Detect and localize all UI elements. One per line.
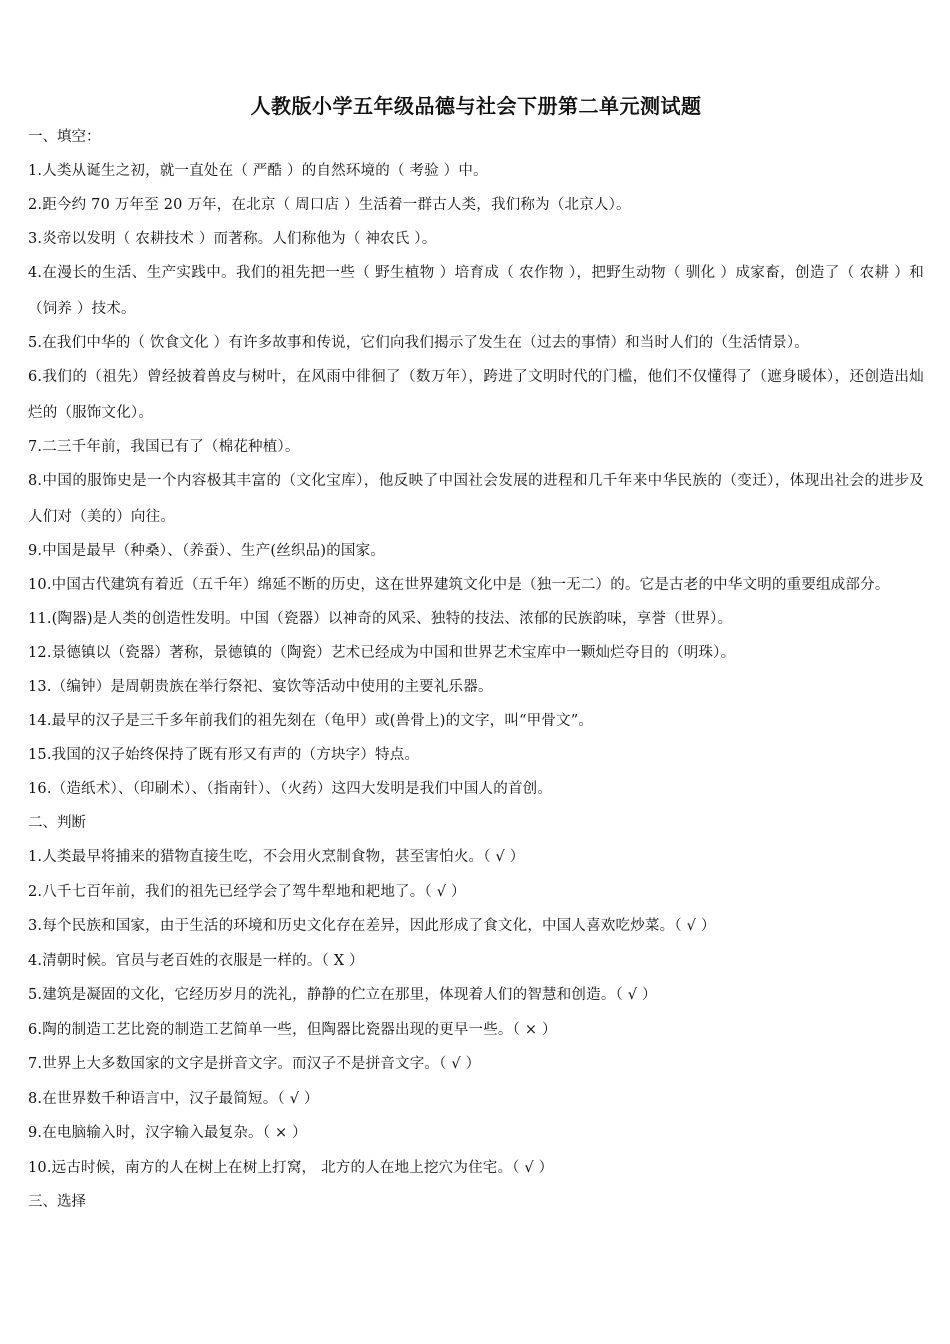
page-title: 人教版小学五年级品德与社会下册第二单元测试题	[250, 94, 702, 118]
question-item: 4.在漫长的生活、生产实践中。我们的祖先把一些（ 野生植物 ）培育成（ 农作物 ），把野生动物（ 驯化 ）成家畜，创造了（ 农耕 ）和（饲养 ）技术。	[28, 265, 924, 317]
judge-item: 7.世界上大多数国家的文字是拼音文字。而汉子不是拼音文字。（ √ ）	[28, 1056, 481, 1072]
question-item: 2.距今约 70 万年至 20 万年，在北京（ 周口店 ）生活着一群古人类，我们称为（北京人）。	[28, 197, 631, 213]
question-item: 13.（编钟）是周朝贵族在举行祭祀、宴饮等活动中使用的主要礼乐器。	[28, 679, 493, 695]
question-item: 11.(陶器)是人类的创造性发明。中国（瓷器）以神奇的风采、独特的技法、浓郁的民族韵味，享誉（世界）。	[28, 611, 733, 627]
question-item: 12.景德镇以（瓷器）著称，景德镇的（陶瓷）艺术已经成为中国和世界艺术宝库中一颗灿烂夺目的（明珠）。	[28, 645, 736, 661]
judge-item: 8.在世界数千种语言中，汉子最简短。（ √ ）	[28, 1090, 319, 1107]
judge-item: 5.建筑是凝固的文化，它经历岁月的洗礼，静静的伫立在那里，体现着人们的智慧和创造。（ √ ）	[28, 987, 657, 1003]
question-item: 5.在我们中华的（ 饮食文化 ）有许多故事和传说，它们向我们揭示了发生在（过去的事情）和当时人们的（生活情景）。	[28, 335, 809, 351]
section-true-false	[28, 812, 924, 1179]
question-item: 1.人类从诞生之初，就一直处在（ 严酷 ）的自然环境的（ 考验 ）中。	[28, 163, 488, 179]
judge-item: 9.在电脑输入时，汉字输入最复杂。（ × ）	[28, 1125, 307, 1141]
question-item: 14.最早的汉子是三千多年前我们的祖先刻在（龟甲）或(兽骨上)的文字，叫“甲骨文”。	[28, 713, 594, 729]
judge-item: 10.远古时候，南方的人在树上在树上打窝， 北方的人在地上挖穴为住宅。（ √ ）	[28, 1159, 554, 1176]
section-fill-in	[28, 126, 924, 800]
section-heading-choice: 三、选择	[28, 1194, 86, 1210]
question-item: 7.二三千年前，我国已有了（棉花种植）。	[28, 439, 300, 455]
question-item: 16.（造纸术）、（印刷术）、（指南针）、（火药）这四大发明是我们中国人的首创。	[28, 781, 553, 797]
question-item: 8.中国的服饰史是一个内容极其丰富的（文化宝库），他反映了中国社会发展的进程和几千年来中华民族的（变迁），体现出社会的进步及人们对（美的）向往。	[28, 473, 924, 525]
question-item: 9.中国是最早（种桑）、（养蚕）、生产(丝织品)的国家。	[28, 543, 385, 559]
question-item: 15.我国的汉子始终保持了既有形又有声的（方块字）特点。	[28, 747, 420, 763]
section-multiple-choice	[28, 1191, 924, 1213]
question-item: 3.炎帝以发明（ 农耕技术 ）而著称。人们称他为（ 神农氏 ）。	[28, 231, 437, 247]
section-heading-judge: 二、判断	[28, 815, 86, 831]
question-item: 10.中国古代建筑有着近（五千年）绵延不断的历史，这在世界建筑文化中是（独一无二）的。它是古老的中华文明的重要组成部分。	[28, 577, 890, 593]
judge-item: 4.清朝时候。官员与老百姓的衣服是一样的。（ X ）	[28, 952, 364, 969]
judge-item: 6.陶的制造工艺比瓷的制造工艺简单一些，但陶器比瓷器出现的更早一些。（ × ）	[28, 1021, 557, 1038]
judge-item: 2.八千七百年前，我们的祖先已经学会了驾牛犁地和耙地了。（ √ ）	[28, 883, 466, 900]
judge-item: 3.每个民族和国家，由于生活的环境和历史文化存在差异，因此形成了食文化，中国人喜欢吃炒菜。（ √ ）	[28, 918, 716, 934]
judge-item: 1.人类最早将捕来的猎物直接生吃，不会用火烹制食物，甚至害怕火。（ √ ）	[28, 849, 525, 865]
section-heading-fill: 一、填空：	[28, 129, 101, 145]
question-item: 6.我们的（祖先）曾经披着兽皮与树叶，在风雨中徘徊了（数万年），跨进了文明时代的门槛，他们不仅懂得了（遮身暖体），还创造出灿烂的（服饰文化）。	[28, 369, 924, 421]
